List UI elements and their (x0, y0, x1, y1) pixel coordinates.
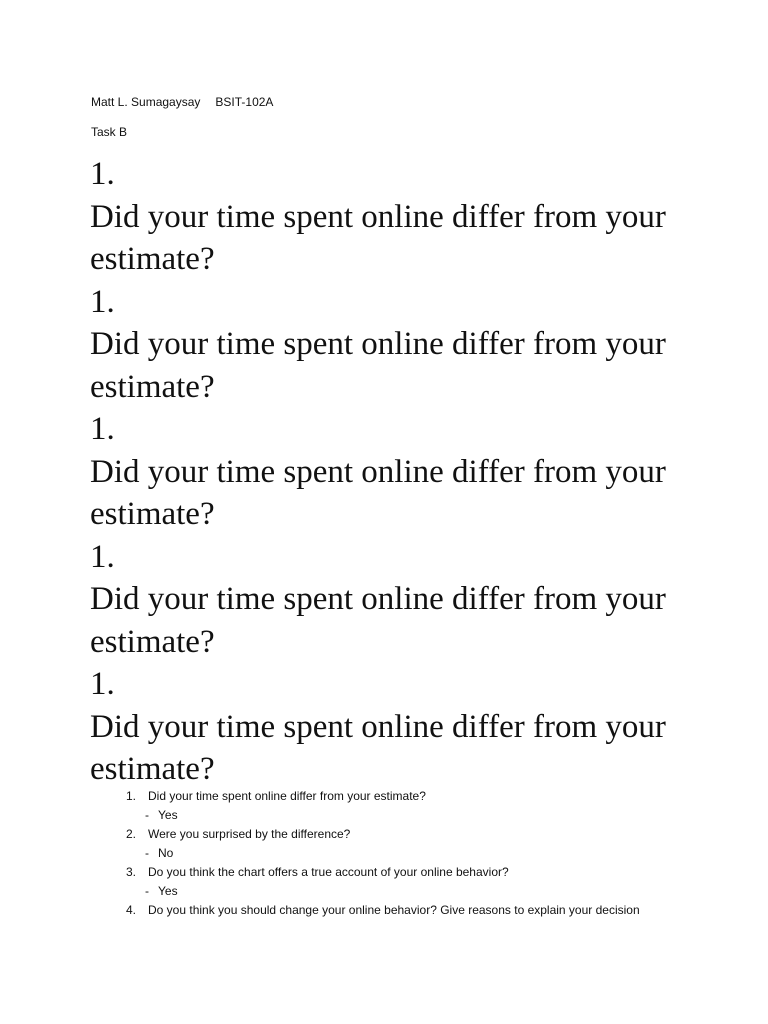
repeated-entry-question: Did your time spent online differ from your estimate? (90, 581, 666, 660)
repeated-entry-number: 1. (90, 283, 115, 320)
answer-row (91, 844, 731, 863)
answer-text: No (158, 846, 174, 860)
repeated-entry-question: Did your time spent online differ from your estimate? (90, 708, 666, 787)
question-number: 3. (125, 865, 136, 879)
repeated-entry (90, 281, 710, 409)
answer-text: Yes (158, 808, 178, 822)
question-text: Did your time spent online differ from your estimate? (148, 789, 426, 803)
question-item (91, 901, 731, 920)
repeated-entry (90, 536, 710, 664)
repeated-entry-question: Did your time spent online differ from your estimate? (90, 453, 666, 532)
repeated-entry (90, 153, 710, 281)
task-label: Task B (91, 125, 128, 139)
repeated-entry-number: 1. (90, 666, 115, 702)
repeated-entry-number: 1. (90, 156, 115, 192)
question-text: Were you surprised by the difference? (148, 827, 351, 841)
repeated-entry (90, 408, 710, 536)
question-item (91, 863, 731, 901)
answer-bullet: - (145, 846, 149, 860)
answer-row (91, 806, 731, 825)
student-header (91, 94, 273, 110)
question-text: Do you think the chart offers a true account of your online behavior? (148, 865, 509, 879)
repeated-entry-number: 1. (90, 411, 115, 447)
question-item (91, 825, 731, 863)
repeated-entry-question: Did your time spent online differ from your estimate? (90, 326, 666, 405)
answer-bullet: - (145, 884, 149, 898)
repeated-question-block (90, 153, 710, 791)
repeated-entry-question: Did your time spent online differ from your estimate? (90, 198, 666, 277)
student-name: Matt L. Sumagaysay (91, 95, 201, 109)
question-text: Do you think you should change your online behavior? Give reasons to explain your decision (148, 903, 640, 917)
answer-row (91, 882, 731, 901)
question-list (91, 787, 731, 920)
question-item (91, 787, 731, 825)
question-number: 2. (125, 827, 136, 841)
answer-text: Yes (158, 884, 178, 898)
repeated-entry-number: 1. (90, 538, 115, 575)
question-number: 4. (125, 903, 136, 917)
answer-bullet: - (145, 808, 149, 822)
repeated-entry (90, 663, 710, 791)
question-number: 1. (125, 789, 136, 803)
class-code: BSIT-102A (215, 95, 274, 109)
